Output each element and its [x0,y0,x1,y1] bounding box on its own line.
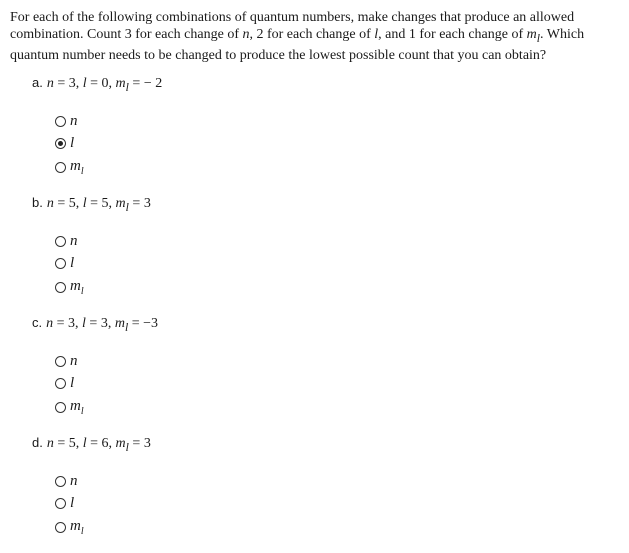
var-ml: m [115,76,126,91]
radio-option-n[interactable] [55,111,78,131]
option-label: $m_l$ [70,517,84,537]
option-label: l [70,134,75,151]
radio-option-ml[interactable] [55,397,84,417]
var-ml-sub: l [125,80,129,94]
question-part-0 [32,75,162,94]
option-label: l [70,494,75,511]
part-label: b. [32,195,43,210]
value-n: = 3, [53,76,83,91]
radio-option-l[interactable] [55,133,74,153]
var-ml: m [115,436,126,451]
prompt-var-l: l [374,27,379,42]
option-label: n [70,232,78,249]
option-label: n [70,352,78,369]
value-l: = 5, [86,196,116,211]
var-n: n [46,316,54,331]
radio-option-ml[interactable] [55,517,84,537]
var-ml-sub: l [125,440,129,454]
option-label: l [70,254,75,271]
value-n: = 5, [53,436,83,451]
radio-option-n[interactable] [55,471,78,491]
question-part-2 [32,315,158,334]
radio-unselected-icon[interactable] [55,498,66,509]
question-prompt [10,9,622,64]
radio-unselected-icon[interactable] [55,356,66,367]
value-n: = 3, [53,316,83,331]
var-l: l [82,196,87,211]
option-label: l [70,374,75,391]
var-n: n [46,196,54,211]
radio-selected-icon[interactable] [55,138,66,149]
radio-option-l[interactable] [55,253,74,273]
question-part-3 [32,435,151,454]
radio-option-ml[interactable] [55,277,84,297]
var-n: n [46,76,54,91]
radio-unselected-icon[interactable] [55,236,66,247]
radio-option-l[interactable] [55,493,74,513]
var-l: l [82,436,87,451]
option-label-sub: l [80,285,84,297]
value-ml: = 3 [128,436,151,451]
value-ml: = −3 [128,316,158,331]
var-ml-sub: l [125,200,129,214]
option-label: $m_l$ [70,157,84,177]
prompt-var-m: m [526,27,537,42]
var-ml: m [115,196,126,211]
prompt-text-3: , and 1 for each change of [378,27,527,42]
question-part-1 [32,195,151,214]
var-n: n [46,436,54,451]
var-l: l [82,316,86,331]
value-ml: = − 2 [128,76,163,91]
radio-unselected-icon[interactable] [55,522,66,533]
value-l: = 6, [86,436,116,451]
radio-unselected-icon[interactable] [55,162,66,173]
value-l: = 0, [86,76,116,91]
part-label: c. [32,315,43,330]
option-label-sub: l [80,405,84,417]
option-label: n [70,112,78,129]
prompt-text-2: , 2 for each change of [249,27,375,42]
var-l: l [82,76,87,91]
part-label: d. [32,435,43,450]
prompt-var-m-sub: l [536,31,541,45]
radio-unselected-icon[interactable] [55,402,66,413]
option-label: $m_l$ [70,277,84,297]
radio-unselected-icon[interactable] [55,378,66,389]
radio-unselected-icon[interactable] [55,282,66,293]
radio-option-n[interactable] [55,351,78,371]
value-l: = 3, [85,316,115,331]
prompt-text-4: . Which quantum number needs to be changed to produce the lowest possible count that you can obtain? [10,27,585,63]
value-ml: = 3 [128,196,151,211]
radio-unselected-icon[interactable] [55,116,66,127]
var-ml-sub: l [124,320,129,334]
radio-option-n[interactable] [55,231,78,251]
radio-unselected-icon[interactable] [55,258,66,269]
option-label-sub: l [80,525,84,537]
prompt-text-1: For each of the following combinations of quantum numbers, make changes that produce an allowed combination. Count 3 for each change of [10,10,575,42]
option-label-sub: l [80,165,84,177]
radio-option-ml[interactable] [55,157,84,177]
option-label: n [70,472,78,489]
value-n: = 5, [53,196,83,211]
radio-unselected-icon[interactable] [55,476,66,487]
prompt-var-n: n [242,27,250,42]
var-ml: m [114,316,125,331]
radio-option-l[interactable] [55,373,74,393]
part-label: a. [32,75,43,90]
option-label: $m_l$ [70,397,84,417]
